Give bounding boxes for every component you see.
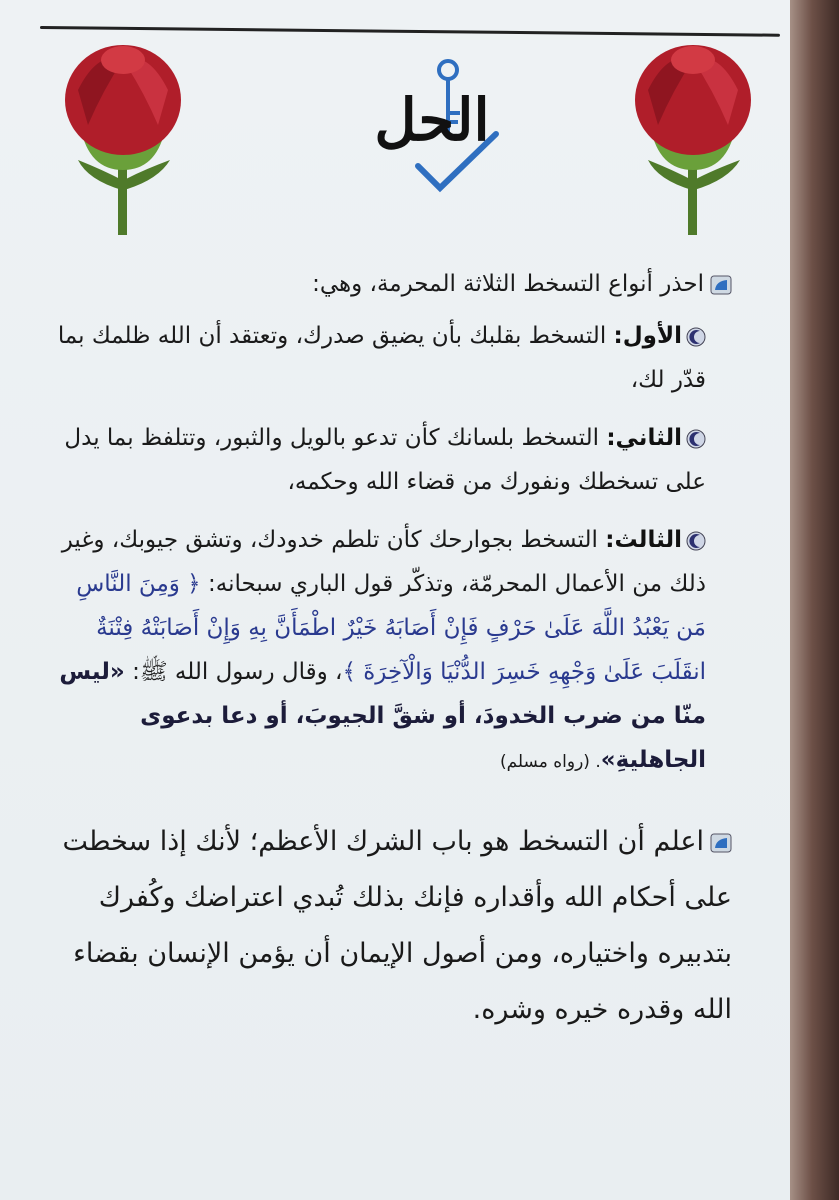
book-spine <box>790 0 839 1200</box>
list-item <box>42 518 732 784</box>
list-item <box>42 314 732 402</box>
item-text: التسخط بلسانك كأن تدعو بالويل والثبور، وتتلفظ بما يدل على تسخطك ونفورك من قضاء الله وحكمه، <box>64 425 706 495</box>
intro-text: احذر أنواع التسخط الثلاثة المحرمة، وهي: <box>312 271 704 297</box>
item-label: الأول: <box>613 323 682 349</box>
item-text-mid: ، وقال رسول الله ﷺ: <box>124 659 343 685</box>
intro-paragraph <box>42 262 732 306</box>
main-content <box>42 262 732 1038</box>
item-text: التسخط بقلبك بأن يضيق صدرك، وتعتقد أن الله ظلمك بما قدّر لك، <box>57 323 706 393</box>
round-bullet-icon <box>686 327 706 347</box>
quran-verse: ﴿ وَمِنَ النَّاسِ مَن يَعْبُدُ اللَّهَ عَلَىٰ حَرْفٍ فَإِنْ أَصَابَهُ خَيْرٌ اطْمَأَنَّ بِهِ وَإِنْ أَصَابَتْهُ فِتْنَةٌ انقَلَبَ عَلَىٰ وَجْهِهِ خَسِرَ الدُّنْيَا وَالْآخِرَةَ ﴾ <box>76 571 706 685</box>
page-title: الحل <box>374 86 490 154</box>
round-bullet-icon <box>686 531 706 551</box>
item-label: الثالث: <box>605 527 682 553</box>
item-text: التسخط بجوارحك كأن تلطم خدودك، وتشق جيوبك، وغير ذلك من الأعمال المحرمّة، وتذكّر قول الباري سبحانه: <box>61 527 706 597</box>
hadith-quote: «ليس منّا من ضرب الخدودَ، أو شقَّ الجيوبَ، أو دعا بدعوى الجاهليةِ» <box>59 659 706 773</box>
item-label: الثاني: <box>606 425 682 451</box>
list-item <box>42 416 732 504</box>
rose-icon <box>628 30 758 240</box>
square-bullet-icon <box>710 275 732 295</box>
conclusion-text: اعلم أن التسخط هو باب الشرك الأعظم؛ لأنك إذا سخطت على أحكام الله وأقداره فإنك بذلك تُبدي اعتراضك وكُفرك بتدبيره واختياره، ومن أصول الإيمان أن يؤمن الإنسان بقضاء الله وقدره خيره وشره. <box>62 826 732 1025</box>
page-title-block <box>370 56 510 196</box>
hadith-source: . (رواه مسلم) <box>499 752 601 772</box>
rose-icon <box>58 30 188 240</box>
square-bullet-icon <box>710 833 732 853</box>
round-bullet-icon <box>686 429 706 449</box>
conclusion-paragraph <box>42 814 732 1038</box>
